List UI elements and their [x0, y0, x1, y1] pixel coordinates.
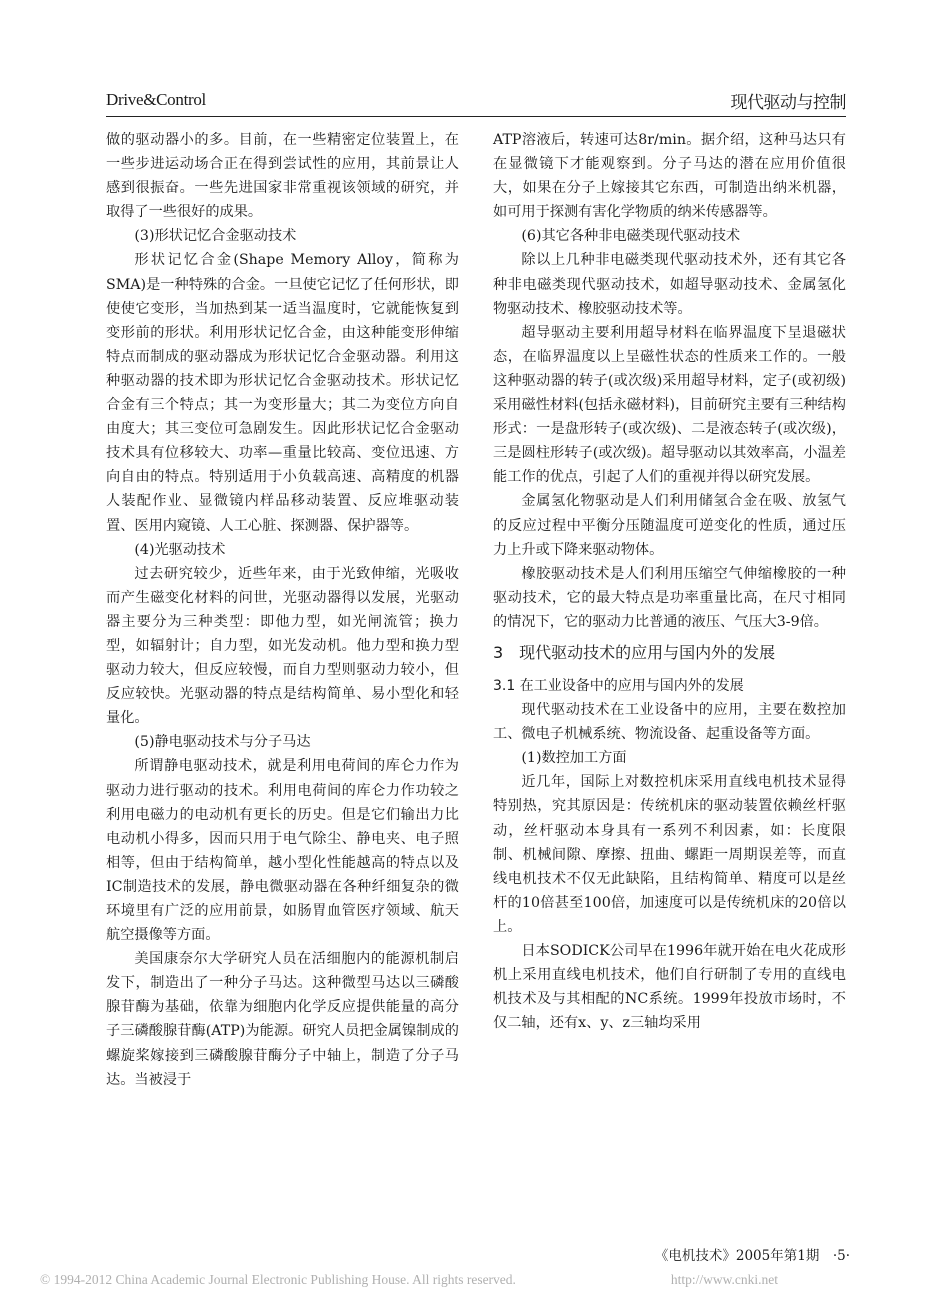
paragraph: 超导驱动主要利用超导材料在临界温度下呈退磁状态，在临界温度以上呈磁性状态的性质来工作的。一般这种驱动器的转子(或次级)采用超导材料，定子(或初级)采用磁性材料(包括永磁材料)，目前研究主要有三种结构形式：一是盘形转子(或次级)、二是液态转子(或次级)，三是圆柱形转子(或次级)。超导驱动以其效率高，小温差能工作的优点，引起了人们的重视并得以研究发展。 — [493, 324, 846, 486]
paragraph: 做的驱动器小的多。目前，在一些精密定位装置上，在一些步进运动场合正在得到尝试性的应用，其前景让人感到很振奋。一些先进国家非常重视该领域的研究，并取得了一些很好的成果。 — [106, 132, 459, 221]
copyright-watermark — [40, 1272, 940, 1288]
subheading-other-drives: (6)其它各种非电磁类现代驱动技术 — [521, 228, 741, 245]
subheading-cnc-machining: (1)数控加工方面 — [521, 750, 627, 767]
left-column — [106, 128, 459, 1092]
paragraph: 日本SODICK公司早在1996年就开始在电火花成形机上采用直线电机技术，他们自行研制了专用的直线电机技术及与其相配的NC系统。1999年投放市场时，不仅二轴，还有x、y、z三轴均采用 — [493, 943, 846, 1032]
journal-footer: 《电机技术》2005年第1期 ·5· — [654, 1248, 850, 1264]
paragraph: 近几年，国际上对数控机床采用直线电机技术显得特别热，究其原因是：传统机床的驱动装置依赖丝杆驱动，丝杆驱动本身具有一系列不利因素，如：长度限制、机械间隙、摩擦、扭曲、螺距一周期误差等，而直线电机技术不仅无此缺陷，且结构简单、精度可以是丝杆的10倍甚至100倍，加速度可以是传统机床的20倍以上。 — [493, 774, 846, 935]
running-header-left: Drive&Control — [106, 90, 206, 109]
paragraph: 所谓静电驱动技术，就是利用电荷间的库仑力作为驱动力进行驱动的技术。利用电荷间的库仑力作功较之利用电磁力的电动机有更长的历史。但是它们输出力比电动机小得多，因而只用于电气除尘、静电夹、电子照相等，但由于结构简单，越小型化性能越高的特点以及IC制造技术的发展，静电微驱动器在各种纤细复杂的微环境里有广泛的应用前景，如肠胃血管医疗领域、航天航空摄像等方面。 — [106, 758, 459, 944]
cnki-url: http://www.cnki.net — [670, 1272, 778, 1287]
paragraph: 金属氢化物驱动是人们利用储氢合金在吸、放氢气的反应过程中平衡分压随温度可逆变化的性质，通过压力上升或下降来驱动物体。 — [493, 493, 846, 558]
paragraph: 过去研究较少，近些年来，由于光致伸缩，光吸收而产生磁变化材料的问世，光驱动器得以发展，光驱动器主要分为三种类型：即他力型，如光闸流管；换力型，如辐射计；自力型，如光发动机。他力型和换力型驱动力较大，但反应较慢，而自力型则驱动力较小，但反应较快。光驱动器的特点是结构简单、易小型化和轻量化。 — [106, 565, 459, 727]
running-header-right: 现代驱动与控制 — [730, 93, 846, 113]
paragraph: 美国康奈尔大学研究人员在活细胞内的能源机制启发下，制造出了一种分子马达。这种微型马达以三磷酸腺苷酶为基础，依靠为细胞内化学反应提供能量的高分子三磷酸腺苷酶(ATP)为能源。研究人员把金属镍制成的螺旋桨嫁接到三磷酸腺苷酶分子中轴上，制造了分子马达。当被浸于 — [106, 951, 459, 1088]
subsection-title-3-1: 3.1 在工业设备中的应用与国内外的发展 — [493, 677, 744, 694]
right-column — [493, 128, 846, 1035]
copyright-text: © 1994-2012 China Academic Journal Electronic Publishing House. All rights reserved. — [40, 1272, 516, 1287]
paragraph: 形状记忆合金(Shape Memory Alloy，简称为SMA)是一种特殊的合金。一旦使它记忆了任何形状，即使使它变形，当加热到某一适当温度时，它就能恢复到变形前的形状。利用形状记忆合金，由这种能变形伸缩特点而制成的驱动器成为形状记忆合金驱动器。利用这种驱动器的技术即为形状记忆合金驱动技术。形状记忆合金有三个特点；其一为变形量大；其二为变位方向自由度大；其三变位可急剧发生。因此形状记忆合金驱动技术具有位移较大、功率—重量比较高、变位迅速、方向自由的特点。特别适用于小负载高速、高精度的机器人装配作业、显微镜内样品移动装置、反应堆驱动装置、医用内窥镜、人工心脏、探测器、保护器等。 — [106, 252, 459, 534]
subheading-optical-drive: (4)光驱动技术 — [134, 541, 226, 558]
header-rule — [106, 116, 846, 117]
subheading-electrostatic-drive: (5)静电驱动技术与分子马达 — [134, 734, 311, 751]
section-title-3: 3 现代驱动技术的应用与国内外的发展 — [493, 642, 776, 662]
paragraph: 现代驱动技术在工业设备中的应用，主要在数控加工、微电子机械系统、物流设备、起重设备等方面。 — [493, 702, 846, 743]
paragraph: 除以上几种非电磁类现代驱动技术外，还有其它各种非电磁类现代驱动技术，如超导驱动技术、金属氢化物驱动技术、橡胶驱动技术等。 — [493, 252, 846, 317]
paragraph: ATP溶液后，转速可达8r/min。据介绍，这种马达只有在显微镜下才能观察到。分子马达的潜在应用价值很大，如果在分子上嫁接其它东西，可制造出纳米机器，如可用于探测有害化学物质的纳米传感器等。 — [493, 132, 846, 221]
paragraph: 橡胶驱动技术是人们利用压缩空气伸缩橡胶的一种驱动技术，它的最大特点是功率重量比高，在尺寸相同的情况下，它的驱动力比普通的液压、气压大3-9倍。 — [493, 565, 846, 630]
subheading-shape-memory-alloy: (3)形状记忆合金驱动技术 — [134, 228, 297, 245]
